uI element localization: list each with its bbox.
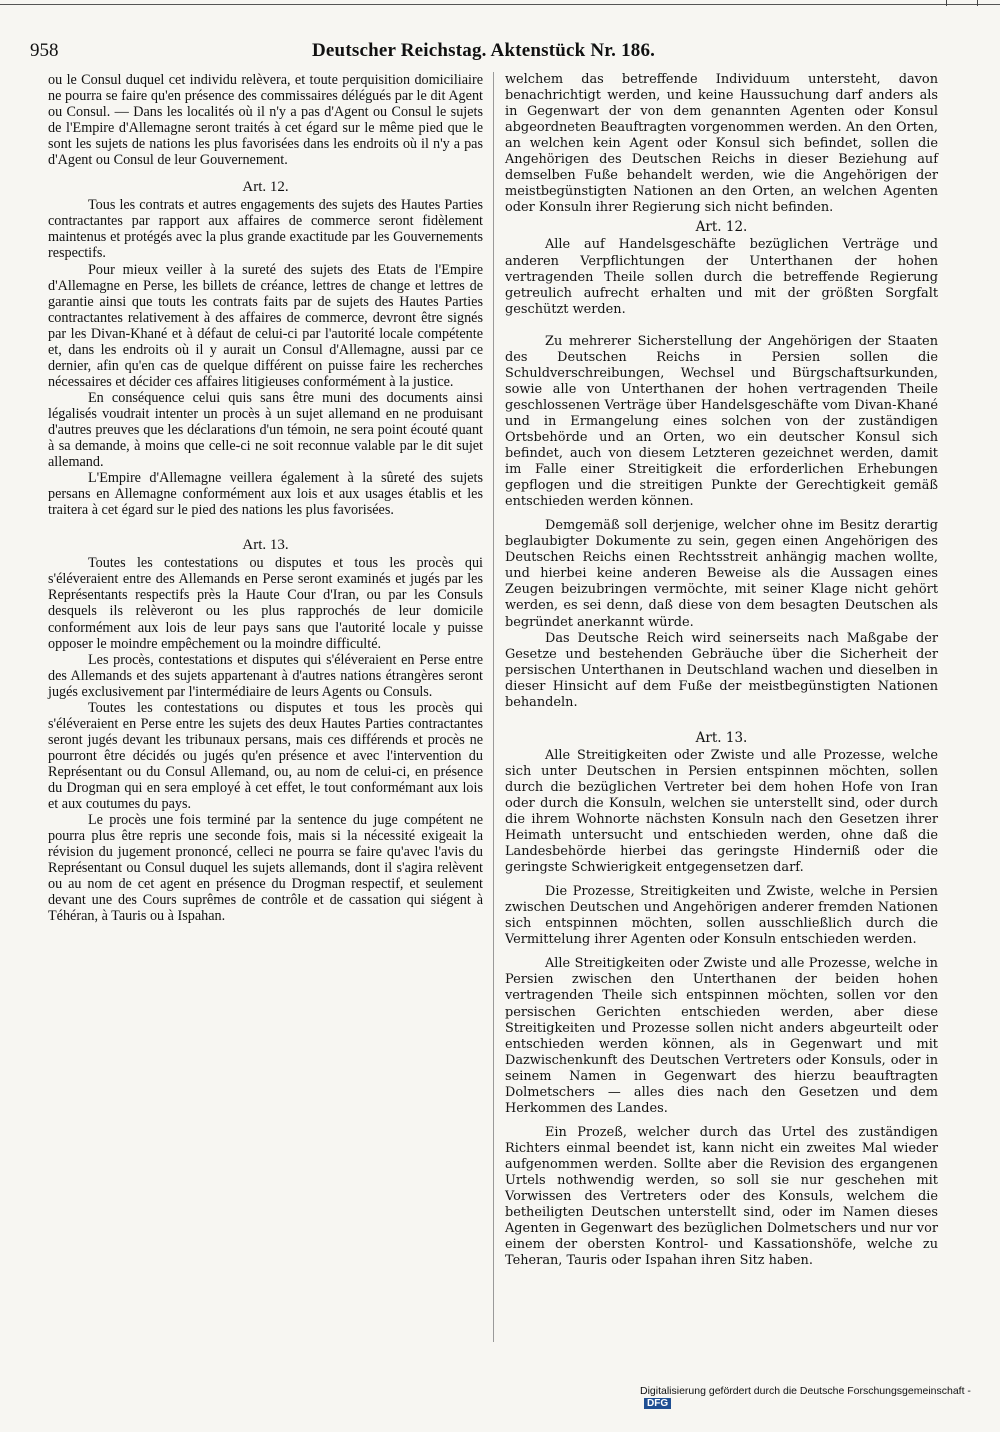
top-border (0, 0, 1000, 5)
paragraph: Toutes les contestations ou disputes et tous les procès qui s'éléveraient en Perse entre les sujets des deux Hautes Parties contractantes seront jugés devant les tribunaux persans, mais ces différends et procès ne pourront être décidés ou jugés qu'en présence et avec l'intervention du Représentant ou du Consul Allemand, ou, au nom de celui-ci, en présence du Drogman qui en sera employé à cet effet, le tout conformémant aux lois et aux coutumes du pays. (48, 699, 483, 813)
digitization-footer (640, 1385, 1000, 1409)
article-heading: Art. 13. (242, 537, 289, 554)
page-header (30, 40, 965, 68)
paragraph: welchem das betreffende Individuum untersteht, davon benachrichtigt werden, und keine Haussuchung darf anders als in Gegenwart der von dem genannten Agenten oder Konsul abgeordneten Beauftragten vorgenommen werden. An den Orten, an welchen kein Agent oder Konsul sich befindet, sollen die Angehörigen des Deutschen Reichs in dieser Beziehung auf demselben Fuße behandelt werden, wie die Angehörigen der meistbegünstigten Nationen an den Orten, an welchen Agenten oder Konsuln ihrer Regierung sich nicht befinden. (505, 72, 938, 216)
paragraph: Die Prozesse, Streitigkeiten und Zwiste, welche in Persien zwischen Deutschen und Angehörigen anderer fremden Nationen sich entspinnen möchten, sollen ausschließlich durch die Vermittelung ihrer Agenten oder Konsuln entschieden werden. (505, 884, 938, 948)
column-divider (493, 72, 494, 1342)
paragraph: Tous les contrats et autres engagements des sujets des Hautes Parties contractantes par rapport aux affaires de commerce seront fidèlement maintenus et protégés avec la plus grande exactitude par les Gouvernements respectifs. (48, 197, 483, 262)
corner-mark (946, 0, 978, 6)
paragraph: Alle Streitigkeiten oder Zwiste und alle Prozesse, welche sich unter Deutschen in Persien entspinnen möchten, sollen durch die bezüglichen Vertreter bei dem hohen Hofe von Iran oder durch die Konsuln, welchen sie unterstellt sind, oder durch die ihrem Wohnorte nächsten Konsuln nach den Gesetzen ihrer Heimath untersucht und entschieden werden, ohne daß die Landesbehörde hierbei das geringste Hinderniß oder die geringste Schwierigkeit entgegensetzen darf. (505, 747, 938, 876)
footer-text: Digitalisierung gefördert durch die Deutsche Forschungsgemeinschaft - (640, 1385, 971, 1397)
paragraph: Alle auf Handelsgeschäfte bezüglichen Verträge und anderen Verpflichtungen der Unterthanen der hohen vertragenden Theile sollen durch die betreffende Regierung getreulich aufrecht erhalten und mit der größten Sorgfalt geschützt werden. (505, 237, 938, 317)
paragraph: ou le Consul duquel cet individu relèvera, et toute perquisition domiciliaire ne pourra se faire qu'en présence des commissaires délégués par le dit Agent ou Consul. — Dans les localités où il n'y a pas d'Agent ou Consul le sujets de l'Empire d'Allemagne seront traités à cet égard sur le même pied que le sont les sujets de nations les plus favorisées dans les endroits où il n'y a pas d'Agent ou Consul de leur Gouvernement. (48, 72, 483, 169)
paragraph: Zu mehrerer Sicherstellung der Angehörigen der Staaten des Deutschen Reichs in Persien sollen die Schuldverschreibungen, Wechsel und Bürgschaftsurkunden, sowie alle von Unterthanen der hohen vertragenden Theile geschlossenen Verträge über Handelsgeschäfte vom Divan-Khané und in Ermangelung eines solchen von der zuständigen Ortsbehörde und an Orten, wo ein deutscher Konsul sich befindet, auch von diesem Letzteren gezeichnet werden, damit im Falle einer Streitigkeit die erforderlichen Erhebungen gepflogen und die streitigen Punkte der Gerechtigkeit gemäß entschieden werden können. (505, 333, 938, 510)
paragraph: En conséquence celui quis sans être muni des documents ainsi légalisés voudrait intenter un procès à un sujet allemand en ne produisant d'autres preuves que les déclarations d'un témoin, ne sera point écouté quant à sa demande, à moins que celle-ci ne soit reconnue valable par le dit sujet allemand. (48, 389, 483, 471)
article-heading: Art. 12. (242, 179, 289, 196)
paragraph: Alle Streitigkeiten oder Zwiste und alle Prozesse, welche in Persien zwischen den Unterthanen der beiden hohen vertragenden Theile sich entspinnen möchten, sollen vor den persischen Gerichten entschieden werden, aber diese Streitigkeiten und Prozesse sollen nicht anders abgeurteilt oder entschieden werden können, als in Gegenwart und mit Dazwischenkunft des Deutschen Vertreters oder Konsuls, oder in seinem Namen in Gegenwart des hierzu beauftragten Dolmetschers — alles dies nach den Gesetzen und dem Herkommen des Landes. (505, 956, 938, 1116)
paragraph: L'Empire d'Allemagne veillera également à la sûreté des sujets persans en Allemagne conformément aux lois et aux usages établis et les traitera à cet égard sur le pied des nations les plus favorisées. (48, 470, 483, 519)
article-heading: Art. 13. (695, 729, 748, 746)
french-column (48, 72, 483, 924)
german-column (505, 72, 938, 1269)
paragraph: Das Deutsche Reich wird seinerseits nach Maßgabe der Gesetze und bestehenden Gebräuche über die Sicherheit der persischen Unterthanen in Deutschland wachen und dieselben in dieser Hinsicht auf dem Fuße der meistbegünstigten Nationen behandeln. (505, 630, 938, 710)
paragraph: Toutes les contestations ou disputes et tous les procès qui s'éléveraient entre des Allemands en Perse seront examinés et jugés par les Représentants respectifs près la Haute Cour d'Iran, ou par les Consuls desquels ils relèveront ou les plus rapprochés de leur domicile conformément aux lois de leur pays sans que l'autorité locale y puisse opposer le moindre empêchement ou la moindre difficulté. (48, 555, 483, 652)
paragraph: Les procès, contestations et disputes qui s'éléveraient en Perse entre des Allemands et des sujets appartenant à d'autres nations étrangères seront jugés exclusivement par l'intermédiaire de leurs Agents ou Consuls. (48, 651, 483, 700)
dfg-logo: DFG (644, 1398, 671, 1409)
paragraph: Ein Prozeß, welcher durch das Urtel des zuständigen Richters einmal beendet ist, kann nicht ein zweites Mal wieder aufgenommen werden. Sollte aber die Revision des ergangenen Urtels nothwendig werden, so soll sie nur geschehen mit Vorwissen des Vertreters oder des Konsuls, welchem die betheiligten Deutschen unterstellt sind, oder im Namen dieses Agenten in Gegenwart des bezüglichen Dolmetschers und nur vor einem der obersten Kontrol- und Kassationshöfe, welche zu Teheran, Tauris oder Ispahan ihren Sitz haben. (505, 1124, 938, 1269)
paragraph: Le procès une fois terminé par la sentence du juge compétent ne pourra plus être repris une seconde fois, mais si la nécessité exigeait la révision du jugement prononcé, celleci ne pourra se faire qu'avec l'avis du Représentant ou Consul duquel les sujets allemands, dont il s'agira relèvent ou au nom de cet agent en présence du Drogman respectif, et seulement devant une des Cours suprêmes de contrôle et de cassation qui siégent à Téhéran, à Tauris ou à Ispahan. (48, 812, 483, 925)
running-title: Deutscher Reichstag. Aktenstück Nr. 186. (312, 40, 656, 61)
article-heading: Art. 12. (695, 219, 748, 236)
paragraph: Demgemäß soll derjenige, welcher ohne im Besitz derartig beglaubigter Dokumente zu sein, gegen einen Angehörigen des Deutschen Reichs einen Rechtsstreit anhängig machen wollte, und hierbei keine anderen Beweise als die Aussagen eines Zeugen beizubringen vermöchte, mit seiner Klage nicht gehört werden, es sei denn, daß diese von dem besagten Deutschen als begründet anerkannt würde. (505, 518, 938, 630)
page-number: 958 (30, 40, 59, 61)
paragraph: Pour mieux veiller à la sureté des sujets des Etats de l'Empire d'Allemagne en Perse, les billets de créance, lettres de change et lettres de garantie ainsi que touts les contrats faits par de sujets des Hautes Parties contractantes relativement à des affaires de commerce, devront être signés par les Divan-Khané et à défaut de celui-ci par l'autorité locale compétente et, dans les endroits où il y aurait un Consul d'Allemagne, aussi par ce dernier, afin qu'en cas de quelque différent on puisse faire les recherches nécessaires et décider ces affaires litigieuses conformément à la justice. (48, 261, 483, 390)
